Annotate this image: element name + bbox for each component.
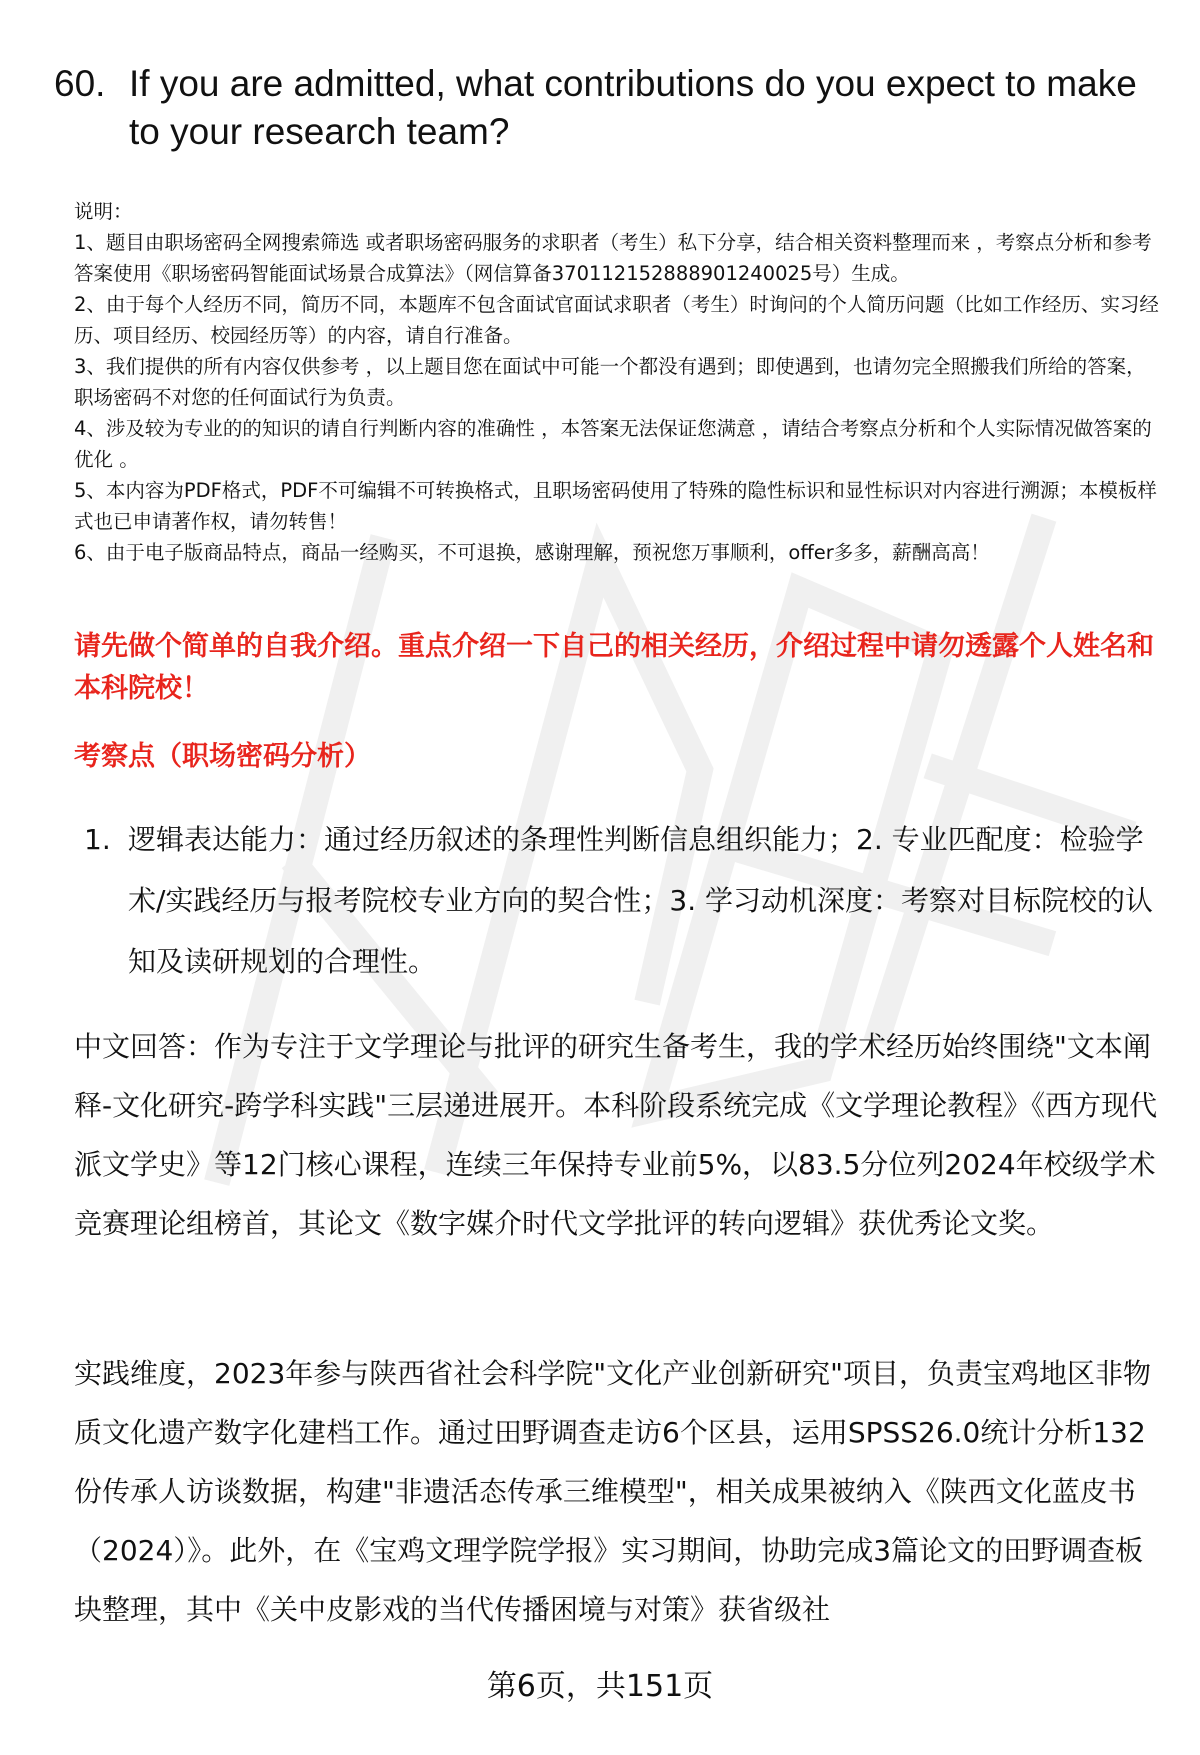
notes-item: 3、我们提供的所有内容仅供参考 ，以上题目您在面试中可能一个都没有遇到；即使遇到，也请勿完全照搬我们所给的答案，职场密码不对您的任何面试行为负责。 — [74, 355, 1146, 409]
analysis-points — [84, 809, 1164, 992]
interview-prompt: 请先做个简单的自我介绍。重点介绍一下自己的相关经历，介绍过程中请勿透露个人姓名和本科院校！ — [74, 631, 1154, 704]
notes-heading: 说明： — [74, 200, 133, 223]
notes-item: 1、题目由职场密码全网搜索筛选 或者职场密码服务的求职者（考生）私下分享，结合相关资料整理而来 ，考察点分析和参考答案使用《职场密码智能面试场景合成算法》（网信算备370112152888901240025号）生成。 — [74, 231, 1152, 285]
notes-item: 6、由于电子版商品特点，商品一经购买，不可退换，感谢理解，预祝您万事顺利，offer多多，薪酬高高！ — [74, 541, 990, 564]
notes-item: 5、本内容为PDF格式，PDF不可编辑不可转换格式，且职场密码使用了特殊的隐性标识和显性标识对内容进行溯源；本模板样式也已申请著作权，请勿转售！ — [74, 479, 1157, 533]
answer-paragraph-2: 实践维度，2023年参与陕西省社会科学院"文化产业创新研究"项目，负责宝鸡地区非物质文化遗产数字化建档工作。通过田野调查走访6个区县，运用SPSS26.0统计分析132份传承人访谈数据，构建"非遗活态传承三维模型"，相关成果被纳入《陕西文化蓝皮书（2024）》。此外，在《宝鸡文理学院学报》实习期间，协助完成3篇论文的田野调查板块整理，其中《关中皮影戏的当代传播困境与对策》获省级社 — [74, 1357, 1152, 1626]
notes-item: 2、由于每个人经历不同，简历不同，本题库不包含面试官面试求职者（考生）时询问的个人简历问题（比如工作经历、实习经历、项目经历、校园经历等）的内容，请自行准备。 — [74, 293, 1159, 347]
disclaimer-notes — [74, 196, 1164, 568]
page-number: 第6页，共151页 — [486, 1669, 714, 1704]
analysis-text: 逻辑表达能力：通过经历叙述的条理性判断信息组织能力；2. 专业匹配度：检验学术/实践经历与报考院校专业方向的契合性；3. 学习动机深度：考察对目标院校的认知及读研规划的合理性。 — [128, 823, 1154, 978]
list-marker: 1. — [84, 823, 111, 856]
question-number: 60. — [54, 63, 106, 104]
answer-paragraph-1: 中文回答：作为专注于文学理论与批评的研究生备考生，我的学术经历始终围绕"文本阐释-文化研究-跨学科实践"三层递进展开。本科阶段系统完成《文学理论教程》《西方现代派文学史》等12门核心课程，连续三年保持专业前5%，以83.5分位列2024年校级学术竞赛理论组榜首，其论文《数字媒介时代文学批评的转向逻辑》获优秀论文奖。 — [74, 1030, 1158, 1240]
analysis-title: 考察点（职场密码分析） — [74, 741, 371, 772]
notes-item: 4、涉及较为专业的的知识的请自行判断内容的准确性 ，本答案无法保证您满意 ，请结合考察点分析和个人实际情况做答案的优化 。 — [74, 417, 1152, 471]
question-text: If you are admitted, what contributions do you expect to make to your research team? — [129, 63, 1137, 152]
